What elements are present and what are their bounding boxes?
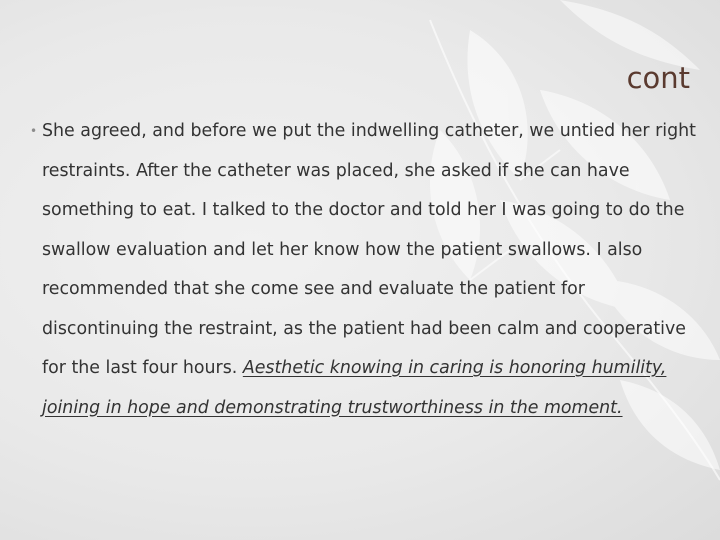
slide-title: cont: [626, 61, 690, 95]
emphasized-quote: Aesthetic knowing in caring is honoring humility, joining in hope and demonstrating trustworthiness in the moment.: [42, 358, 667, 418]
bullet-list: [30, 112, 698, 428]
bullet-dot-icon: •: [30, 124, 38, 138]
bullet-item: [30, 112, 698, 428]
body-text: She agreed, and before we put the indwelling catheter, we untied her right restraints. After the catheter was placed, she asked if she can have something to eat. I talked to the doctor and told her I was going to do the swallow evaluation and let her know how the patient swallows. I also recommended that she come see and evaluate the patient for discontinuing the restraint, as the patient had been calm and cooperative for the last four hours.: [42, 121, 696, 378]
